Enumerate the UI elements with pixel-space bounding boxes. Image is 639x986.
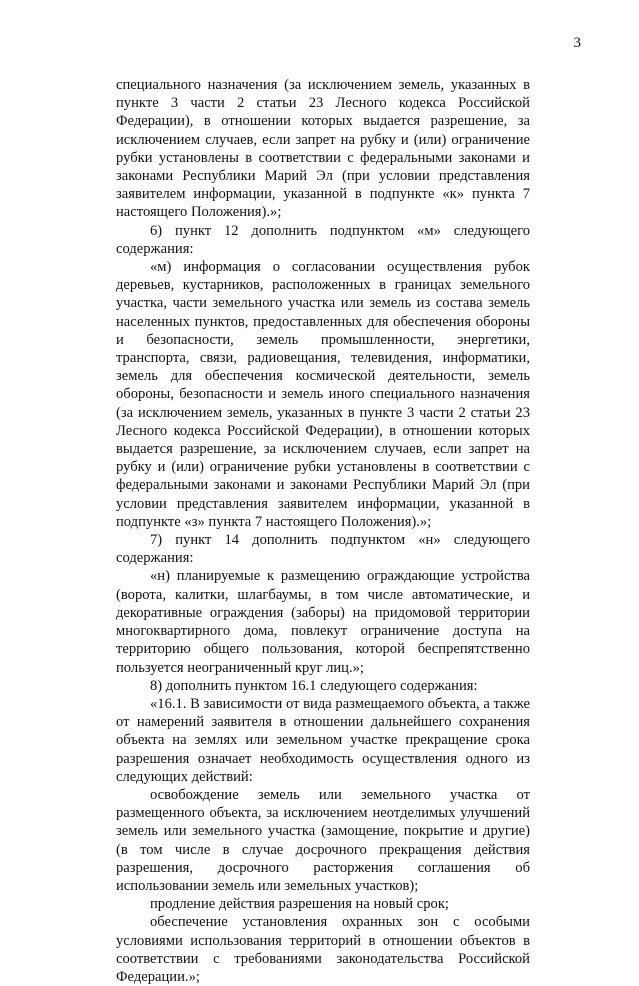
paragraph-continuation: специального назначения (за исключением земель, указанных в пункте 3 части 2 статьи 23 Лесного кодекса Российской Федерации), в отношении которых выдается разрешение, за исключением случаев, если запрет на рубку и (или) ограничение рубки установлены в соответствии с федеральными законами и законами Республики Марий Эл (при условии представления заявителем информации, указанной в подпункте «к» пункта 7 настоящего Положения).»; bbox=[116, 77, 530, 221]
paragraph-action-extend: продление действия разрешения на новый срок; bbox=[150, 896, 449, 913]
paragraph-action-zones: обеспечение установления охранных зон с особыми условиями использования территорий в отношении объектов в соответствии с требованиями законодательства Российской Федерации.»; bbox=[116, 914, 530, 985]
paragraph-action-release: освобождение земель или земельного участка от размещенного объекта, за исключением неотделимых улучшений земель или земельного участка (замощение, покрытие и другие) (в том числе в случае досрочного прекращения действия разрешения, досрочного расторжения соглашения об использовании земель или земельных участков); bbox=[116, 786, 530, 894]
paragraph-item-7: 7) пункт 14 дополнить подпунктом «н» следующего содержания: bbox=[116, 532, 530, 567]
document-body bbox=[116, 76, 530, 986]
paragraph-item-8: 8) дополнить пунктом 16.1 следующего содержания: bbox=[150, 677, 478, 694]
paragraph-item-6: 6) пункт 12 дополнить подпунктом «м» следующего содержания: bbox=[116, 222, 530, 257]
page-number: 3 bbox=[573, 35, 581, 51]
paragraph-16-1: «16.1. В зависимости от вида размещаемого объекта, а также от намерений заявителя в отношении дальнейшего сохранения объекта на землях или земельном участке прекращение срока разрешения означает необходимость осуществления одного из следующих действий: bbox=[116, 695, 530, 785]
paragraph-subitem-n: «н) планируемые к размещению ограждающие устройства (ворота, калитки, шлагбаумы, в том числе автоматические, и декоративные ограждения (заборы) на придомовой территории многоквартирного дома, повлекут ограничение доступа на территорию общего пользования, которой беспрепятственно пользуется неограниченный круг лиц.»; bbox=[116, 568, 530, 676]
paragraph-subitem-m: «м) информация о согласовании осуществления рубок деревьев, кустарников, расположенных в границах земельного участка, части земельного участка или земель из состава земель населенных пунктов, предоставленных для обеспечения обороны и безопасности, земель промышленности, энергетики, транспорта, связи, радиовещания, телевидения, информатики, земель для обеспечения космической деятельности, земель обороны, безопасности и земель иного специального назначения (за исключением земель, указанных в пункте 3 части 2 статьи 23 Лесного кодекса Российской Федерации), в отношении которых выдается разрешение, за исключением случаев, если запрет на рубку и (или) ограничение рубки установлены в соответствии с федеральными законами и законами Республики Марий Эл (при условии представления заявителем информации, указанной в подпункте «з» пункта 7 настоящего Положения).»; bbox=[116, 259, 530, 530]
